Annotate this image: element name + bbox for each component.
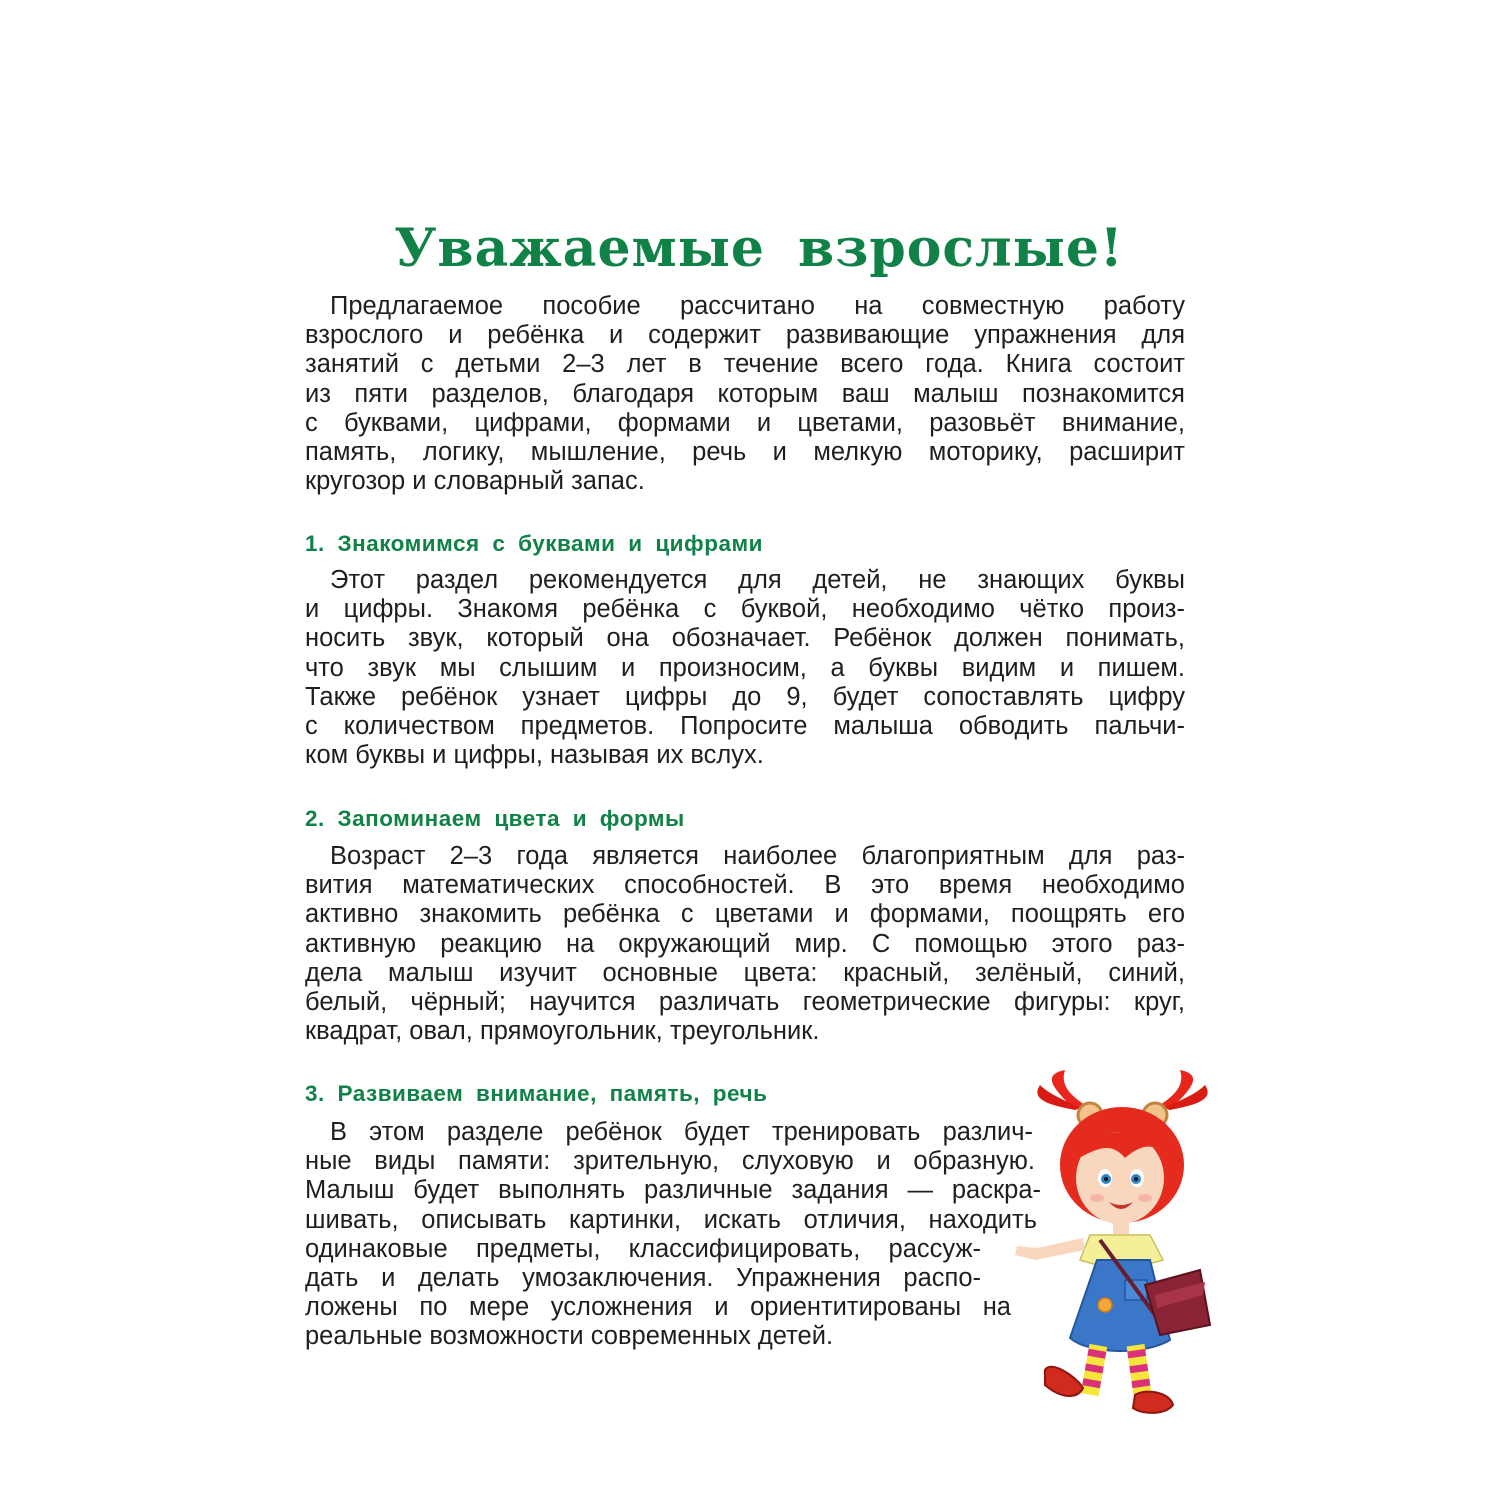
text-line: вития математических способностей. В это время необходимо (305, 871, 1185, 900)
text-line: шивать, описывать картинки, искать отличия, находить (305, 1205, 1037, 1234)
text-line: Также ребёнок узнает цифры до 9, будет сопоставлять цифру (305, 682, 1185, 711)
text-line: реальные возможности современных детей. (305, 1322, 834, 1351)
text-line: и цифры. Знакомя ребёнка с буквой, необходимо чётко произ- (305, 595, 1185, 624)
text-line: дела малыш изучит основные цвета: красный, зелёный, синий, (305, 958, 1185, 987)
text-line: ком буквы и цифры, называя их вслух. (305, 741, 764, 770)
text-line: белый, чёрный; научится различать геометрические фигуры: круг, (305, 987, 1185, 1016)
section-heading-2: 2. Запоминаем цвета и формы (305, 806, 685, 831)
section-heading-3: 3. Развиваем внимание, память, речь (305, 1081, 768, 1106)
text-line: память, логику, мышление, речь и мелкую моторику, расширит (305, 437, 1185, 466)
text-line: Предлагаемое пособие рассчитано на совместную работу (330, 292, 1185, 320)
text-line: ные виды памяти: зрительную, слуховую и образную. (305, 1147, 1035, 1176)
section-paragraph-1 (305, 566, 1185, 770)
text-line: занятий с детьми 2–3 лет в течение всего года. Книга состоит (305, 350, 1185, 379)
text-line: взрослого и ребёнка и содержит развивающие упражнения для (305, 321, 1185, 350)
text-line: ложены по мере усложнения и ориентитированы на (305, 1293, 1011, 1322)
text-line: В этом разделе ребёнок будет тренировать различ- (330, 1118, 1033, 1146)
text-line: Этот раздел рекомендуется для детей, не знающих буквы (330, 566, 1185, 594)
text-line: Малыш будет выполнять различные задания — раскра- (305, 1176, 1041, 1205)
text-line: с буквами, цифрами, формами и цветами, разовьёт внимание, (305, 408, 1185, 437)
text-line: Возраст 2–3 года является наиболее благоприятным для раз- (330, 842, 1185, 870)
girl-illustration (1005, 1070, 1240, 1420)
text-line: кругозор и словарный запас. (305, 467, 645, 496)
text-line: что звук мы слышим и произносим, а буквы видим и пишем. (305, 653, 1185, 682)
text-line: из пяти разделов, благодаря которым ваш малыш познакомится (305, 379, 1185, 408)
text-line: активно знакомить ребёнка с цветами и формами, поощрять его (305, 900, 1185, 929)
text-line: носить звук, который она обозначает. Ребёнок должен понимать, (305, 624, 1185, 653)
text-line: с количеством предметов. Попросите малыша обводить пальчи- (305, 711, 1185, 740)
text-line: дать и делать умозаключения. Упражнения распо- (305, 1263, 981, 1292)
text-line: квадрат, овал, прямоугольник, треугольник. (305, 1017, 820, 1046)
section-paragraph-2 (305, 842, 1185, 1046)
page-title: Уважаемые взрослые! (394, 218, 1124, 279)
text-line: активную реакцию на окружающий мир. С помощью этого раз- (305, 929, 1185, 958)
text-line: одинаковые предметы, классифицировать, рассуж- (305, 1234, 981, 1263)
section-heading-1: 1. Знакомимся с буквами и цифрами (305, 531, 763, 556)
intro-paragraph (305, 292, 1185, 496)
